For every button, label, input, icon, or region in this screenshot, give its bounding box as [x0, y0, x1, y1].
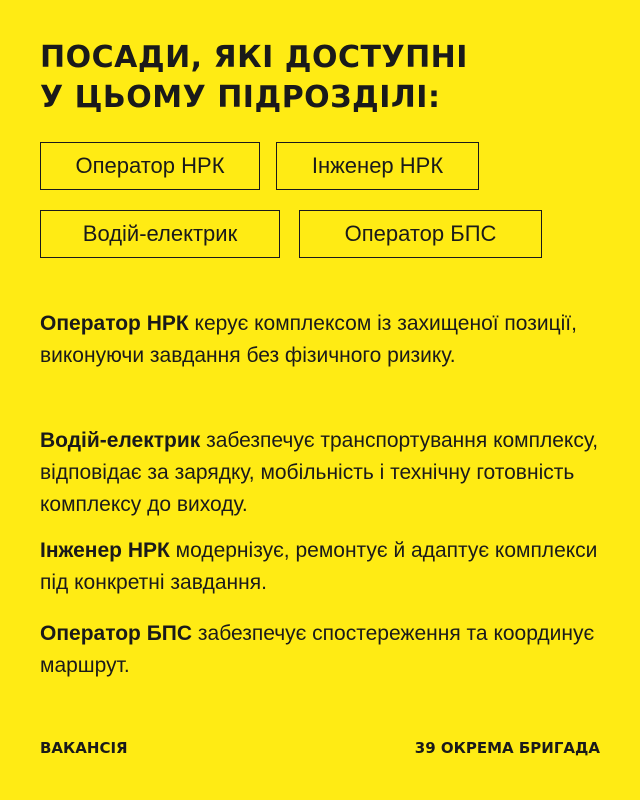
title-line-1: ПОСАДИ, ЯКІ ДОСТУПНІ [40, 40, 468, 75]
position-tag-operator-bps: Оператор БПС [299, 210, 542, 258]
description-text: забезпечує транспортування комплексу, відповідає за зарядку, мобільність і технічну готовність комплексу до виходу. [40, 429, 599, 516]
description-role: Інженер НРК [40, 539, 170, 562]
footer-vacancy-label: ВАКАНСІЯ [40, 739, 128, 757]
position-tag-engineer-nrk: Інженер НРК [276, 142, 479, 190]
description-text: керує комплексом із захищеної позиції, виконуючи завдання без фізичного ризику. [40, 312, 577, 367]
position-tag-operator-nrk: Оператор НРК [40, 142, 260, 190]
description-text: забезпечує спостереження та координує маршрут. [40, 622, 595, 677]
description-operator-nrk [40, 308, 610, 372]
description-role: Оператор БПС [40, 622, 193, 645]
footer-brigade-label: 39 ОКРЕМА БРИГАДА [414, 739, 600, 757]
description-role: Водій-електрик [40, 429, 201, 452]
page-title [40, 38, 468, 118]
description-operator-bps [40, 618, 610, 682]
description-role: Оператор НРК [40, 312, 189, 335]
description-engineer-nrk [40, 535, 610, 599]
title-line-2: У ЦЬОМУ ПІДРОЗДІЛІ: [40, 80, 441, 115]
description-driver-electrician [40, 425, 610, 521]
description-text: модернізує, ремонтує й адаптує комплекси під конкретні завдання. [40, 539, 598, 594]
position-tag-driver-electrician: Водій-електрик [40, 210, 280, 258]
